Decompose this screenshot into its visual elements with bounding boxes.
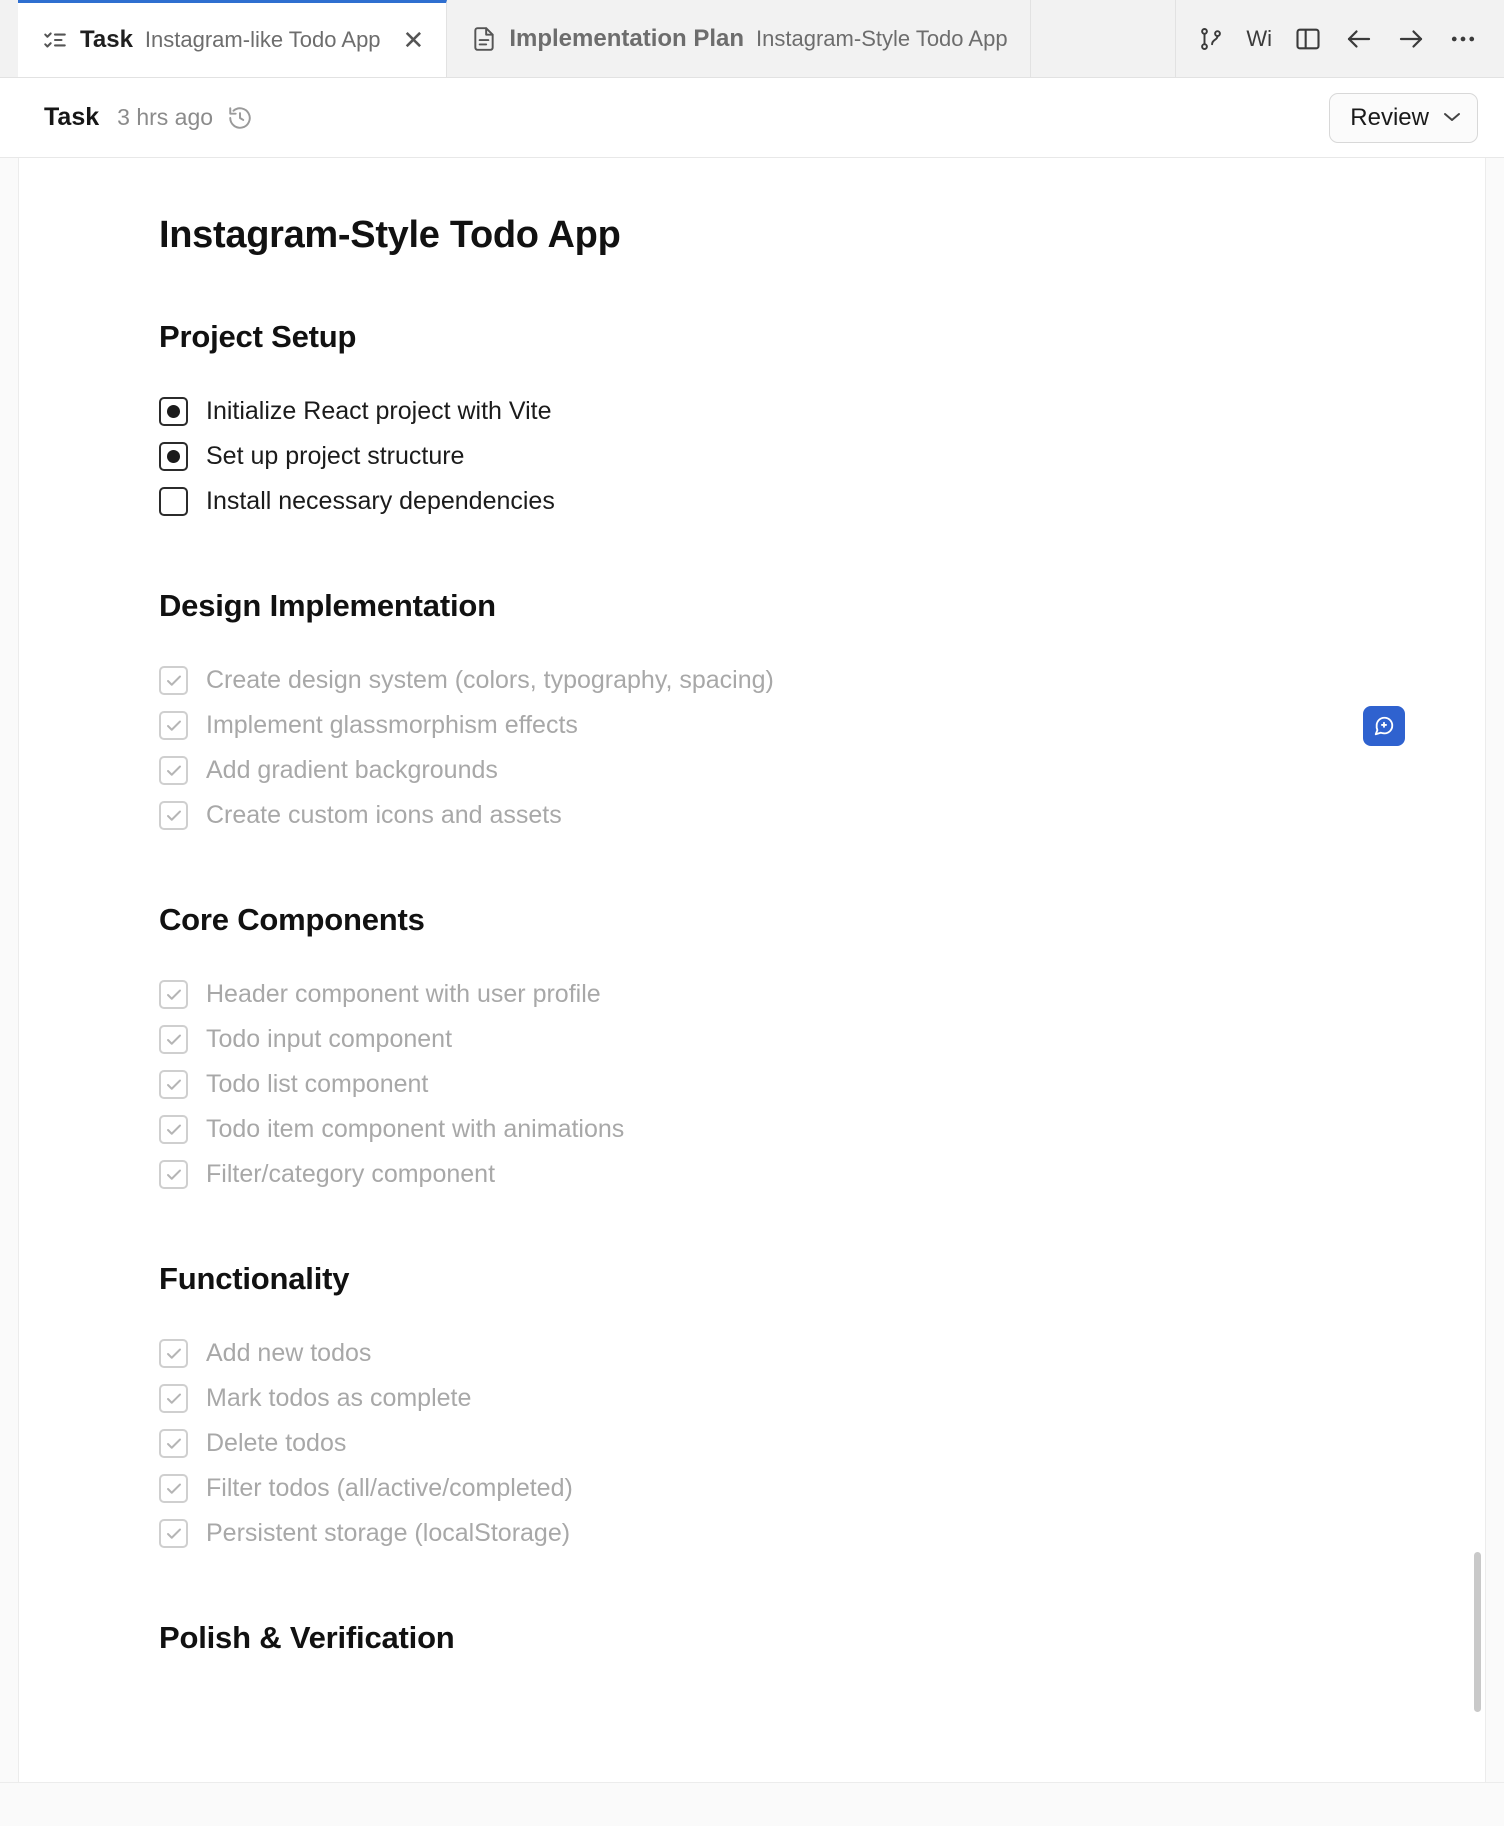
checklist-item[interactable] <box>159 1511 1425 1556</box>
status-badge-label: Review <box>1350 103 1429 131</box>
checklist-item[interactable] <box>159 479 1425 524</box>
section-polish-verification <box>159 1620 1425 1656</box>
section-project-setup <box>159 319 1425 524</box>
checklist-item[interactable] <box>159 1107 1425 1152</box>
timestamp: 3 hrs ago <box>117 104 214 130</box>
checkbox-checked-icon[interactable] <box>159 1115 188 1144</box>
checklist-item-label: Todo input component <box>206 1025 453 1053</box>
task-list-icon <box>42 27 68 53</box>
checkbox-checked-icon[interactable] <box>159 1160 188 1189</box>
checklist-item-label: Implement glassmorphism effects <box>206 711 578 739</box>
checklist-item[interactable] <box>159 1152 1425 1197</box>
checklist-item-label: Create design system (colors, typography, spacing) <box>206 666 774 694</box>
sub-header <box>0 78 1504 158</box>
tab-task[interactable] <box>18 0 447 77</box>
checkbox-checked-icon[interactable] <box>159 666 188 695</box>
checklist-item[interactable] <box>159 793 1425 838</box>
arrow-right-icon[interactable] <box>1396 24 1426 54</box>
checklist-item-label: Add new todos <box>206 1339 372 1367</box>
checklist-item[interactable] <box>159 703 1425 748</box>
checkbox-checked-icon[interactable] <box>159 1384 188 1413</box>
checklist-item[interactable] <box>159 1376 1425 1421</box>
checkbox-checked-icon[interactable] <box>159 980 188 1009</box>
checklist-item[interactable] <box>159 748 1425 793</box>
checkbox-checked-icon[interactable] <box>159 1429 188 1458</box>
section-heading: Design Implementation <box>159 588 496 623</box>
tab-task-subtitle: Instagram-like Todo App <box>144 27 381 52</box>
tab-implementation-plan[interactable] <box>447 0 1030 77</box>
checklist-item-label: Install necessary dependencies <box>206 487 555 515</box>
checklist-item[interactable] <box>159 1017 1425 1062</box>
checklist-item[interactable] <box>159 1466 1425 1511</box>
tab-plan-subtitle: Instagram-Style Todo App <box>756 25 1008 51</box>
document-icon <box>471 26 497 52</box>
checklist-item[interactable] <box>159 1331 1425 1376</box>
close-icon[interactable]: ✕ <box>402 25 425 55</box>
section-heading: Functionality <box>159 1261 350 1296</box>
page-title: Task <box>44 103 100 131</box>
ellipsis-icon[interactable] <box>1448 24 1478 54</box>
status-badge-review[interactable] <box>1329 93 1478 143</box>
checkbox-checked-icon[interactable] <box>159 1474 188 1503</box>
checkbox-current-icon[interactable] <box>159 397 188 426</box>
checklist-item[interactable] <box>159 434 1425 479</box>
checkbox-checked-icon[interactable] <box>159 1070 188 1099</box>
section-functionality <box>159 1261 1425 1556</box>
checklist-item-label: Add gradient backgrounds <box>206 756 498 784</box>
checklist-item-label: Header component with user profile <box>206 980 601 1008</box>
checkbox-checked-icon[interactable] <box>159 1519 188 1548</box>
document-body <box>19 214 1485 1656</box>
checkbox-empty-icon[interactable] <box>159 487 188 516</box>
section-design-implementation <box>159 588 1425 838</box>
tab-bar <box>0 0 1504 78</box>
section-core-components <box>159 902 1425 1197</box>
checklist-item-label: Todo item component with animations <box>206 1115 625 1143</box>
section-heading: Project Setup <box>159 319 357 354</box>
checklist-item-label: Initialize React project with Vite <box>206 397 552 425</box>
section-heading: Polish & Verification <box>159 1620 455 1655</box>
tab-plan-title: Implementation Plan <box>509 24 745 52</box>
footer-strip <box>0 1782 1504 1826</box>
checkbox-checked-icon[interactable] <box>159 756 188 785</box>
section-heading: Core Components <box>159 902 425 937</box>
checkbox-current-icon[interactable] <box>159 442 188 471</box>
comment-bubble-icon[interactable] <box>1363 706 1405 746</box>
checklist-item-label: Set up project structure <box>206 442 465 470</box>
vertical-scrollbar[interactable] <box>1474 1552 1481 1712</box>
history-clock-icon[interactable] <box>227 105 253 131</box>
split-panel-icon[interactable] <box>1294 25 1322 53</box>
checkbox-checked-icon[interactable] <box>159 1025 188 1054</box>
checklist-item[interactable] <box>159 389 1425 434</box>
tab-bar-actions <box>1175 0 1504 77</box>
checkbox-checked-icon[interactable] <box>159 1339 188 1368</box>
checkbox-checked-icon[interactable] <box>159 801 188 830</box>
checklist-item-label: Persistent storage (localStorage) <box>206 1519 571 1547</box>
document-title: Instagram-Style Todo App <box>159 214 621 256</box>
checklist-item[interactable] <box>159 1421 1425 1466</box>
checklist-item-label: Delete todos <box>206 1429 347 1457</box>
content-area <box>0 158 1504 1782</box>
branch-label: Wi <box>1246 25 1272 51</box>
checkbox-checked-icon[interactable] <box>159 711 188 740</box>
chevron-down-icon <box>1443 108 1461 128</box>
checklist-item-label: Create custom icons and assets <box>206 801 562 829</box>
checklist-item-label: Mark todos as complete <box>206 1384 472 1412</box>
checklist-item-label: Filter/category component <box>206 1160 496 1188</box>
checklist-item[interactable] <box>159 658 1425 703</box>
tab-task-title: Task <box>80 26 133 53</box>
arrow-left-icon[interactable] <box>1344 24 1374 54</box>
git-branch-icon[interactable] <box>1198 26 1224 52</box>
checklist-item-label: Filter todos (all/active/completed) <box>206 1474 573 1502</box>
checklist-item[interactable] <box>159 972 1425 1017</box>
checklist-item[interactable] <box>159 1062 1425 1107</box>
document-panel <box>18 158 1486 1782</box>
checklist-item-label: Todo list component <box>206 1070 429 1098</box>
